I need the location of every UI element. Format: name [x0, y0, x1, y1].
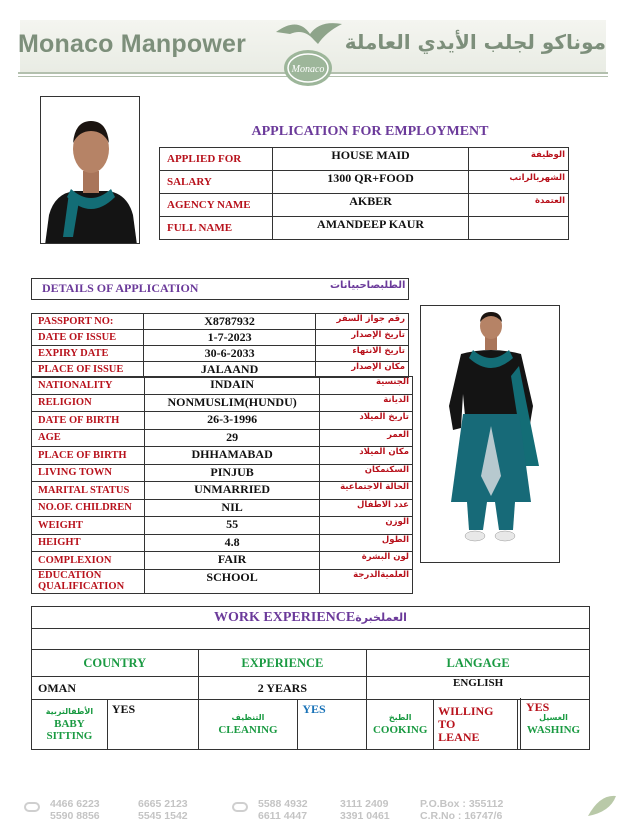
living-town-label-ar: السكنمكان	[320, 464, 413, 482]
complexion-label: COMPLEXION	[32, 552, 145, 570]
skill-cleaning-line1: CLEANING	[218, 724, 278, 737]
salary-label-ar: الشهريالراتب	[469, 171, 569, 194]
passport-no-value: X8787932	[143, 314, 315, 330]
table-row	[32, 377, 413, 395]
language-value: ENGLISH	[367, 677, 590, 699]
skill-baby-sitting	[32, 699, 108, 749]
table-row	[32, 677, 590, 699]
salary-label: SALARY	[160, 171, 273, 194]
expiry-date-value: 30-6-2033	[143, 346, 315, 362]
living-town-label: LIVING TOWN	[32, 464, 145, 482]
footer-phone-a2: 6665 2123	[138, 798, 188, 810]
expiry-date-label: EXPIRY DATE	[32, 346, 144, 362]
age-label: AGE	[32, 429, 145, 447]
footer-phone-c2: 3111 2409	[340, 798, 389, 810]
willing-line3: LEANE	[438, 729, 480, 744]
table-row	[32, 464, 413, 482]
footer-pobox: P.O.Box : 355112	[420, 798, 504, 810]
age-label-ar: العمر	[320, 429, 413, 447]
table-row	[32, 346, 409, 362]
children-value: NIL	[144, 499, 319, 517]
skill-washing-line1: WASHING	[526, 724, 581, 737]
language-header: LANGAGE	[367, 650, 590, 677]
date-of-issue-value: 1-7-2023	[143, 330, 315, 346]
marital-status-label: MARITAL STATUS	[32, 482, 145, 500]
weight-label: WEIGHT	[32, 517, 145, 535]
applied-for-label: APPLIED FOR	[160, 148, 273, 171]
table-row	[32, 569, 413, 593]
table-row	[32, 429, 413, 447]
details-title-ar: الطلبصاحبيانات	[330, 280, 406, 291]
education-label	[32, 569, 145, 593]
footer-phone-d1: 6611 4447	[258, 810, 308, 822]
washing-divider	[520, 698, 521, 750]
cleaning-answer: YES	[298, 699, 367, 749]
living-town-value: PINJUB	[144, 464, 319, 482]
age-value: 29	[144, 429, 319, 447]
table-row	[32, 517, 413, 535]
country-header: COUNTRY	[32, 650, 199, 677]
date-of-issue-label-ar: تاريخ الإصدار	[316, 330, 409, 346]
experience-value: 2 YEARS	[198, 677, 367, 699]
footer-phone-a1: 4466 6223	[50, 798, 100, 810]
table-row	[32, 314, 409, 330]
page-title: APPLICATION FOR EMPLOYMENT	[251, 124, 489, 139]
table-row	[32, 607, 590, 629]
table-row	[160, 217, 569, 240]
full-body-image	[421, 306, 560, 563]
height-label-ar: الطول	[320, 534, 413, 552]
table-row	[160, 194, 569, 217]
education-label-line1: EDUCATION	[38, 570, 102, 581]
education-label-ar: العلميةالدرجة	[320, 569, 413, 593]
work-experience-table	[31, 606, 590, 750]
footer-phone-b1: 5590 8856	[50, 810, 100, 822]
work-experience-title	[32, 607, 590, 629]
svg-text:Monaco: Monaco	[291, 64, 325, 75]
baby-sitting-answer: YES	[107, 699, 198, 749]
marital-status-label-ar: الحالة الاجتماعية	[320, 482, 413, 500]
date-of-issue-label: DATE OF ISSUE	[32, 330, 144, 346]
nationality-label: NATIONALITY	[32, 377, 145, 395]
weight-value: 55	[144, 517, 319, 535]
complexion-value: FAIR	[144, 552, 319, 570]
experience-header: EXPERIENCE	[198, 650, 367, 677]
religion-label: RELIGION	[32, 394, 145, 412]
full-name-value: AMANDEEP KAUR	[272, 217, 468, 240]
portrait-image	[41, 97, 140, 244]
weight-label-ar: الوزن	[320, 517, 413, 535]
agency-name-value: AKBER	[272, 194, 468, 217]
table-row	[32, 447, 413, 465]
phone-icon	[24, 802, 40, 812]
work-experience-title-en: WORK EXPERIENCE	[214, 609, 356, 625]
height-label: HEIGHT	[32, 534, 145, 552]
place-of-birth-label: PLACE OF BIRTH	[32, 447, 145, 465]
education-value: SCHOOL	[144, 569, 319, 593]
full-body-photo	[420, 305, 560, 563]
salary-value: 1300 QR+FOOD	[272, 171, 468, 194]
table-row	[32, 629, 590, 650]
footer-col-2	[138, 798, 188, 822]
date-of-birth-value: 26-3-1996	[144, 412, 319, 430]
willing-line1: WILLING	[438, 703, 494, 718]
education-label-line2: QUALIFICATION	[38, 581, 125, 592]
skill-cooking-ar: الطبخ	[388, 713, 412, 723]
table-row	[32, 534, 413, 552]
work-experience-title-ar: العملخبرة	[355, 610, 407, 624]
full-name-label-ar	[469, 217, 569, 240]
table-row	[160, 148, 569, 171]
skill-cleaning	[198, 699, 298, 749]
passport-no-label: PASSPORT NO:	[32, 314, 144, 330]
footer-crno: C.R.No : 16747/6	[420, 810, 503, 822]
willing-to-leane	[434, 699, 518, 749]
date-of-birth-label: DATE OF BIRTH	[32, 412, 145, 430]
mobile-icon	[232, 802, 248, 812]
table-row	[32, 650, 590, 677]
table-row	[32, 394, 413, 412]
monaco-emblem-icon	[268, 14, 348, 90]
place-of-issue-label: PLACE OF ISSUE	[32, 362, 144, 378]
table-row	[32, 699, 590, 749]
place-of-birth-value: DHHAMABAD	[144, 447, 319, 465]
children-label: NO.OF. CHILDREN	[32, 499, 145, 517]
footer-phone-c1: 5588 4932	[258, 798, 308, 810]
footer-phone-b2: 5545 1542	[138, 810, 188, 822]
brand-name-ar: موناكو لجلب الأيدي العاملة	[344, 30, 606, 54]
washing-answer: YES	[526, 700, 550, 714]
expiry-date-label-ar: تاريخ الانتهاء	[316, 346, 409, 362]
place-of-issue-label-ar: مكان الإصدار	[316, 362, 409, 378]
religion-label-ar: الديانة	[320, 394, 413, 412]
brand-name-en: Monaco Manpower	[18, 30, 247, 58]
details-title: DETAILS OF APPLICATION	[42, 281, 199, 295]
agency-name-label: AGENCY NAME	[160, 194, 273, 217]
nationality-label-ar: الجنسية	[320, 377, 413, 395]
children-label-ar: عدد الاطفال	[320, 499, 413, 517]
table-row	[160, 171, 569, 194]
complexion-label-ar: لون البشرة	[320, 552, 413, 570]
footer-col-5	[420, 798, 503, 822]
skill-washing-ar: الغسيل	[539, 713, 568, 723]
footer-col-4	[340, 798, 390, 822]
applied-for-value: HOUSE MAID	[272, 148, 468, 171]
willing-line2: TO	[438, 716, 456, 731]
personal-details-table	[31, 376, 413, 594]
agency-name-label-ar: العتمدة	[469, 194, 569, 217]
table-row	[32, 330, 409, 346]
date-of-birth-label-ar: تاريخ الميلاد	[320, 412, 413, 430]
skill-cooking-line1: COOKING	[372, 724, 428, 737]
table-row	[32, 499, 413, 517]
skill-cleaning-ar: التنظيف	[231, 713, 265, 723]
table-row	[32, 412, 413, 430]
passport-no-label-ar: رقم جواز السفر	[316, 314, 409, 330]
table-row	[32, 552, 413, 570]
blank-row	[32, 629, 590, 650]
place-of-birth-label-ar: مكان الميلاد	[320, 447, 413, 465]
table-row	[32, 482, 413, 500]
applied-for-label-ar: الوظيفة	[469, 148, 569, 171]
country-value: OMAN	[32, 677, 199, 699]
footer-phone-d2: 3391 0461	[340, 810, 390, 822]
skill-baby-sitting-line1: BABY	[54, 718, 85, 731]
skill-baby-sitting-line2: SITTING	[46, 730, 93, 743]
marital-status-value: UNMARRIED	[144, 482, 319, 500]
footer-col-1	[50, 798, 100, 822]
footer-col-3	[258, 798, 308, 822]
passport-table	[31, 313, 409, 378]
skill-baby-sitting-ar: الأطفالتربية	[45, 707, 94, 717]
full-name-label: FULL NAME	[160, 217, 273, 240]
footer-leaf-icon	[586, 792, 618, 818]
nationality-value: INDAIN	[144, 377, 319, 395]
skill-cooking	[367, 699, 434, 749]
head-photo	[40, 96, 140, 244]
height-value: 4.8	[144, 534, 319, 552]
place-of-issue-value: JALAAND	[143, 362, 315, 378]
religion-value: NONMUSLIM(HUNDU)	[144, 394, 319, 412]
application-summary-table	[159, 147, 569, 240]
